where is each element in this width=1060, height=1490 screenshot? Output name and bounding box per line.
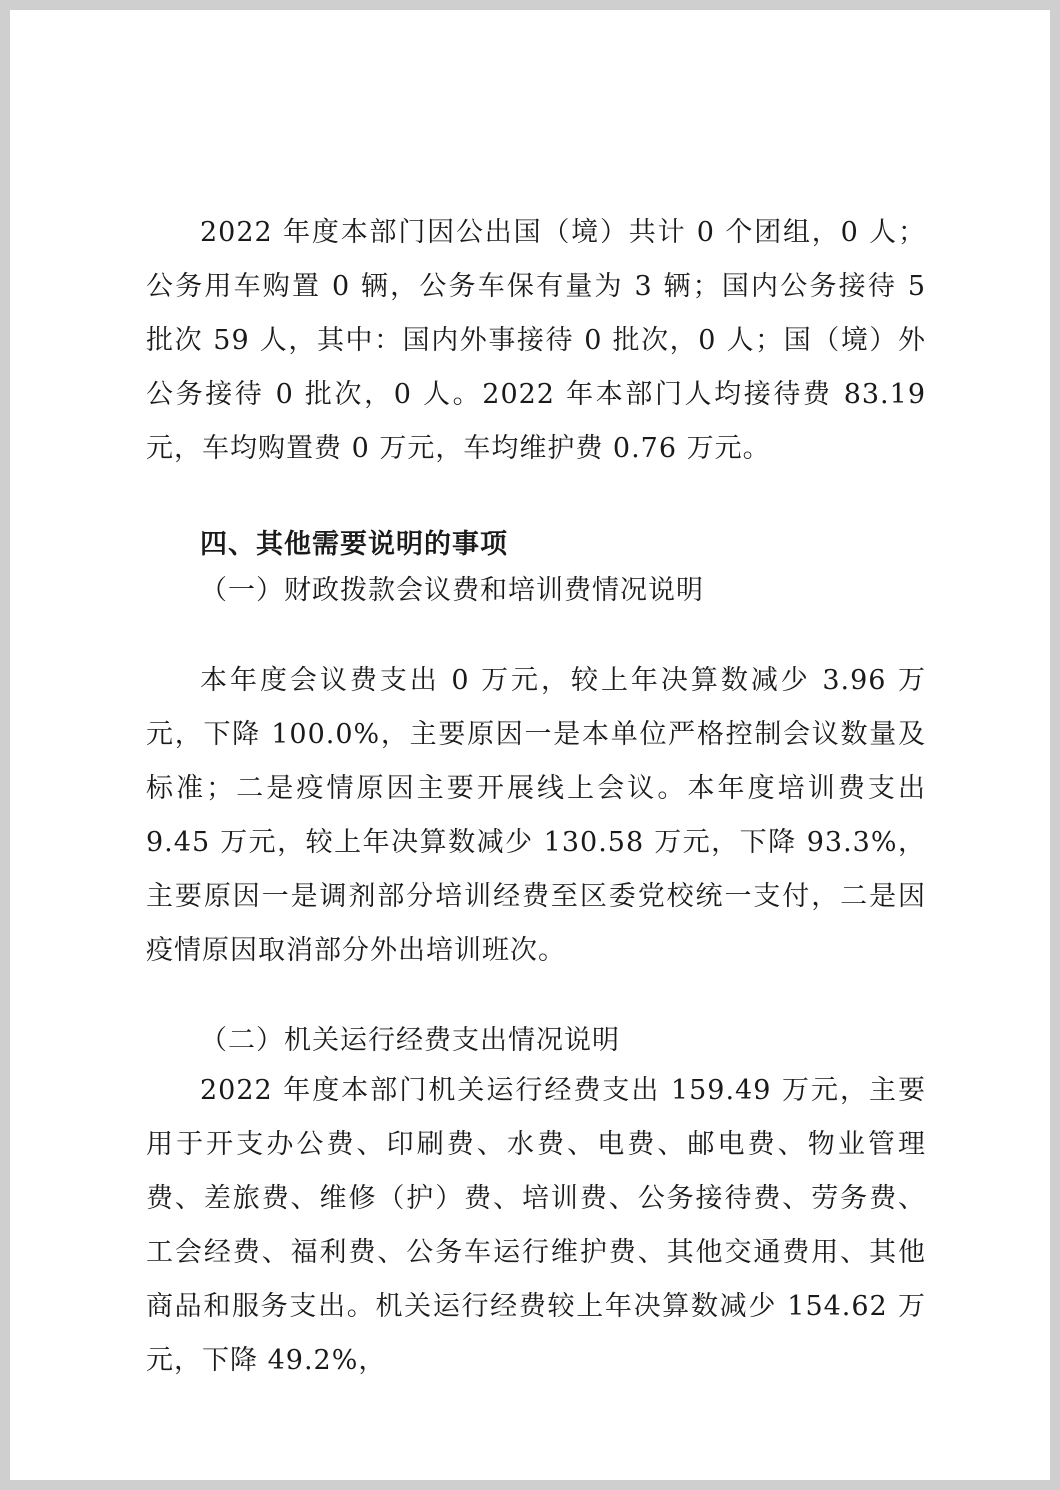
document-body (146, 206, 926, 1388)
section-heading-other-matters: 四、其他需要说明的事项 (200, 529, 508, 560)
paragraph-meeting-training-fees: 本年度会议费支出 0 万元，较上年决算数减少 3.96 万元，下降 100.0%，主要原因一是本单位严格控制会议数量及标准；二是疫情原因主要开展线上会议。本年度培训费支出 9.45 万元，较上年决算数减少 130.58 万元，下降 93.3%，主要原因一是调剂部分培训经费至区委党校统一支付，二是因疫情原因取消部分外出培训班次。 (146, 665, 926, 966)
paragraph-operating-expenses: 2022 年度本部门机关运行经费支出 159.49 万元，主要用于开支办公费、印刷费、水费、电费、邮电费、物业管理费、差旅费、维修（护）费、培训费、公务接待费、劳务费、工会经费、福利费、公务车运行维护费、其他交通费用、其他商品和服务支出。机关运行经费较上年决算数减少 154.62 万元，下降 49.2%， (146, 1075, 926, 1376)
paragraph-official-reception: 2022 年度本部门因公出国（境）共计 0 个团组，0 人；公务用车购置 0 辆，公务车保有量为 3 辆；国内公务接待 5 批次 59 人，其中：国内外事接待 0 批次，0 人；国（境）外公务接待 0 批次，0 人。2022 年本部门人均接待费 83.19 元，车均购置费 0 万元，车均维护费 0.76 万元。 (146, 217, 926, 464)
subsection-heading-meeting-training: （一）财政拨款会议费和培训费情况说明 (200, 575, 704, 606)
document-page (10, 10, 1050, 1480)
subsection-heading-operating-expenses: （二）机关运行经费支出情况说明 (200, 1025, 620, 1056)
